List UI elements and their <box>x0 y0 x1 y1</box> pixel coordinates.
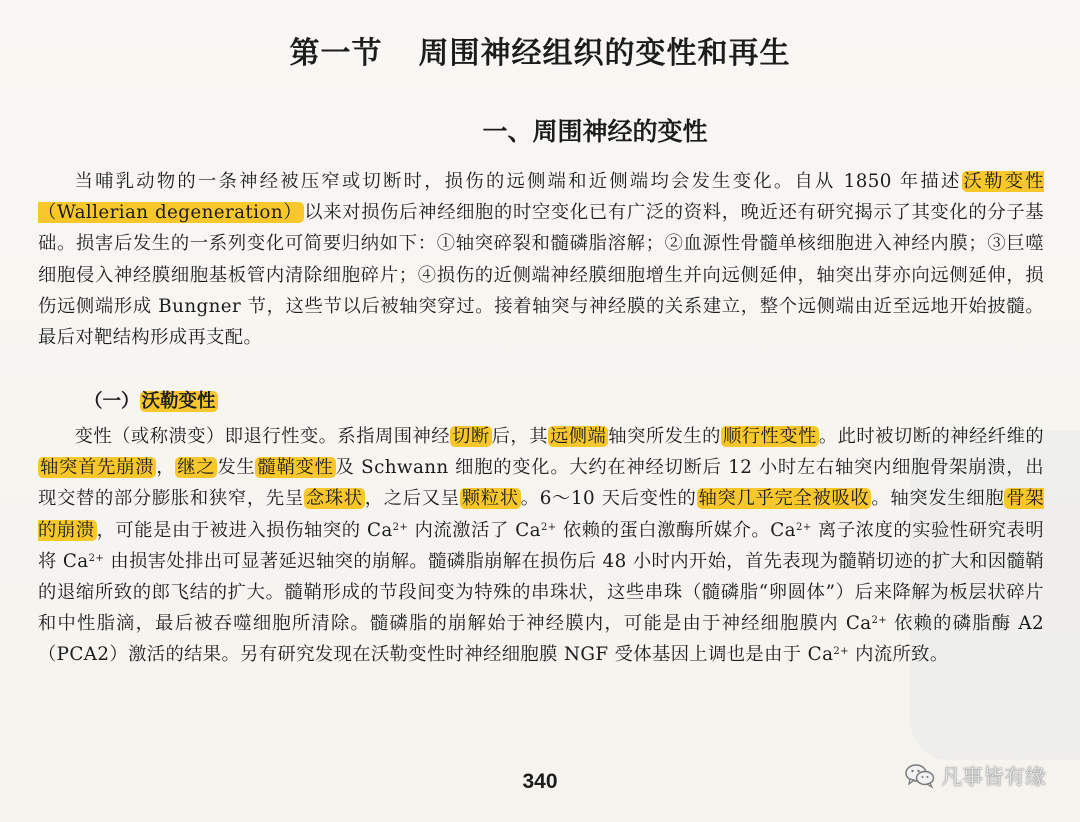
text-segment: 。6～10 天后变性的 <box>520 488 697 510</box>
highlight-segment: 髓鞘变性 <box>257 457 334 479</box>
text-segment: 。此时被切断的神经纤维的 <box>818 426 1045 447</box>
paragraph-intro <box>38 166 1044 353</box>
superscript-charge: 2+ <box>833 646 849 658</box>
superscript-charge: 2+ <box>540 521 557 533</box>
watermark-text: 凡事皆有缘 <box>941 765 1046 789</box>
highlight-segment: 轴突首先崩溃 <box>40 457 155 479</box>
highlight-segment: 骨架的崩溃 <box>38 488 1045 541</box>
text-segment: 离子浓度的实验性研究表明将 Ca <box>38 519 1045 572</box>
text-segment: 发生 <box>217 457 256 479</box>
subheading <box>84 386 218 417</box>
text-segment: 轴突所发生的 <box>608 426 721 447</box>
highlight-wallerian: 沃勒变性（Wallerian degeneration） <box>38 171 1044 224</box>
text-segment: 内流激活了 Ca <box>408 519 541 541</box>
watermark <box>905 761 1046 791</box>
text-segment: ， <box>156 457 176 479</box>
paragraph-intro-part1: 当哺乳动物的一条神经被压窄或切断时，损伤的远侧端和近侧端均会发生变化。自从 1850 年描述 <box>74 171 962 192</box>
text-segment: 及 Schwann 细胞的变化。大约在神经切断后 12 小时左右轴突内细胞骨架崩溃，出现交替的部分膨胀和狭窄，先呈 <box>38 457 1044 510</box>
superscript-charge: 2+ <box>392 521 409 533</box>
page-number: 340 <box>522 770 558 793</box>
paragraph-degeneration <box>38 421 1044 671</box>
chapter-heading: 周围神经组织的变性和再生 <box>418 36 791 71</box>
text-segment: 变性（或称溃变）即退行性变。系指周围神经 <box>74 426 451 447</box>
paragraph-intro-part2: 以来对损伤后神经细胞的时空变化已有广泛的资料，晚近还有研究揭示了其变化的分子基础。损害后发生的一系列变化可简要归纳如下：①轴突碎裂和髓磷脂溶解；②血源性骨髓单核细胞进入神经内膜；③巨噬细胞侵入神经膜细胞基板管内清除细胞碎片；④损伤的近侧端神经膜细胞增生并向远侧延伸，轴突出芽亦向远侧延伸，损伤远侧端形成 Bungner 节，这些节以后被轴突穿过。接着轴突与神经膜的关系建立，整个远侧端由近至远地开始披髓。最后对靶结构形成再支配。 <box>38 202 1044 349</box>
subheading-prefix: （一） <box>84 391 140 412</box>
superscript-charge: 2+ <box>795 521 812 533</box>
text-segment: ，之后又呈 <box>364 488 460 510</box>
text-segment: 由损害处排出可显著延迟轴突的崩解。髓磷脂崩解在损伤后 48 小时内开始，首先表现为髓鞘切迹的扩大和因髓鞘的退缩所致的郎飞结的扩大。髓鞘形成的节段间变为特殊的串珠状，这些串珠（髓磷脂“卵圆体”）后来降解为板层状碎片和中性脂滴，最后被吞噬细胞所清除。髓磷脂的崩解始于神经膜内，可能是由于神经细胞膜内 Ca <box>38 550 1044 635</box>
superscript-charge: 2+ <box>88 552 105 564</box>
highlight-segment: 继之 <box>177 457 216 479</box>
superscript-charge: 2+ <box>871 615 888 627</box>
text-segment: ，可能是由于被进入损伤轴突的 Ca <box>96 519 393 541</box>
section-title: 一、周围神经的变性 <box>482 117 708 146</box>
text-segment: 依赖的蛋白激酶所媒介。Ca <box>556 519 796 541</box>
text-segment: 依赖的磷脂酶 A2（PCA2）激活的结果。另有研究发现在沃勒变性时神经细胞膜 NGF 受体基因上调也是由于 Ca <box>38 613 1045 666</box>
chapter-number: 第一节 <box>289 36 383 71</box>
text-segment: 内流所致。 <box>848 644 949 666</box>
subheading-title: 沃勒变性 <box>141 391 216 412</box>
chapter-title <box>0 28 1080 72</box>
text-segment: 后，其 <box>491 426 548 447</box>
wechat-icon <box>905 763 935 789</box>
highlight-segment: 念珠状 <box>305 488 363 510</box>
highlight-segment: 顺行性变性 <box>722 426 817 447</box>
highlight-segment: 轴突几乎完全被吸收 <box>698 488 870 510</box>
highlight-segment: 切断 <box>452 426 490 447</box>
highlight-segment: 远侧端 <box>549 426 607 447</box>
highlight-segment: 颗粒状 <box>461 488 519 510</box>
text-segment: 。轴突发生细胞 <box>871 488 1005 510</box>
